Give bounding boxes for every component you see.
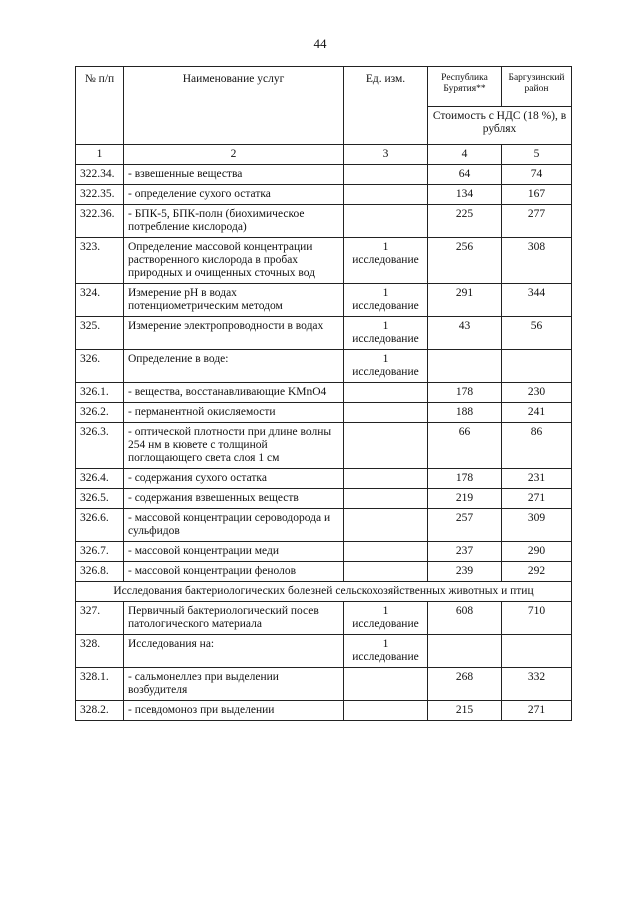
price-barguzin-district [502,635,572,668]
service-name: Определение в воде: [124,350,344,383]
section-row [76,582,572,602]
row-number: 322.36. [76,205,124,238]
price-republic-buryatia: 178 [428,469,502,489]
header-number: № п/п [76,67,124,145]
unit-cell [344,383,428,403]
row-number: 326.2. [76,403,124,423]
price-barguzin-district: 344 [502,284,572,317]
price-republic-buryatia: 225 [428,205,502,238]
page-number: 44 [313,36,327,51]
column-number: 3 [344,145,428,165]
service-name: - взвешенные вещества [124,165,344,185]
service-name: Первичный бактериологический посев патологического материала [124,602,344,635]
unit-cell: 1 исследование [344,238,428,284]
unit-cell [344,403,428,423]
price-barguzin-district: 167 [502,185,572,205]
services-price-table [75,66,572,721]
service-name: - определение сухого остатка [124,185,344,205]
price-barguzin-district: 292 [502,562,572,582]
service-name: - перманентной окисляемости [124,403,344,423]
unit-cell: 1 исследование [344,317,428,350]
table-row [76,489,572,509]
header-unit: Ед. изм. [344,67,428,145]
header-barguzin-district: Баргузинский район [502,67,572,107]
table-row [76,542,572,562]
price-barguzin-district: 230 [502,383,572,403]
row-number: 322.34. [76,165,124,185]
service-name: - оптической плотности при длине волны 254 нм в кювете с толщиной поглощающего света слоя 1 см [124,423,344,469]
row-number: 322.35. [76,185,124,205]
price-republic-buryatia: 43 [428,317,502,350]
price-republic-buryatia: 237 [428,542,502,562]
service-name: Исследования на: [124,635,344,668]
table-row [76,562,572,582]
table-row [76,383,572,403]
price-barguzin-district [502,350,572,383]
header-cost: Стоимость с НДС (18 %), в рублях [428,107,572,145]
price-barguzin-district: 231 [502,469,572,489]
row-number: 328.2. [76,701,124,721]
column-number-row [76,145,572,165]
price-republic-buryatia: 134 [428,185,502,205]
price-barguzin-district: 710 [502,602,572,635]
header-republic-buryatia: Республика Бурятия** [428,67,502,107]
row-number: 323. [76,238,124,284]
service-name: - массовой концентрации сероводорода и сульфидов [124,509,344,542]
table-row [76,469,572,489]
price-barguzin-district: 277 [502,205,572,238]
service-name: Измерение pH в водах потенциометрическим методом [124,284,344,317]
table-row [76,509,572,542]
service-name: - содержания сухого остатка [124,469,344,489]
price-republic-buryatia: 64 [428,165,502,185]
unit-cell: 1 исследование [344,602,428,635]
table-row [76,602,572,635]
column-number: 2 [124,145,344,165]
unit-cell [344,668,428,701]
price-republic-buryatia: 257 [428,509,502,542]
table-row [76,317,572,350]
price-republic-buryatia: 608 [428,602,502,635]
row-number: 326.1. [76,383,124,403]
service-name: - содержания взвешенных веществ [124,489,344,509]
price-republic-buryatia: 268 [428,668,502,701]
price-barguzin-district: 241 [502,403,572,423]
price-barguzin-district: 332 [502,668,572,701]
service-name: - псевдомоноз при выделении [124,701,344,721]
price-barguzin-district: 56 [502,317,572,350]
table-row [76,403,572,423]
unit-cell [344,469,428,489]
price-republic-buryatia [428,635,502,668]
row-number: 326.5. [76,489,124,509]
row-number: 325. [76,317,124,350]
unit-cell [344,509,428,542]
header-service-name: Наименование услуг [124,67,344,145]
price-barguzin-district: 271 [502,701,572,721]
unit-cell [344,701,428,721]
table-row [76,284,572,317]
unit-cell [344,185,428,205]
price-barguzin-district: 290 [502,542,572,562]
unit-cell [344,423,428,469]
price-barguzin-district: 271 [502,489,572,509]
table-row [76,165,572,185]
table-row [76,701,572,721]
price-barguzin-district: 74 [502,165,572,185]
table-row [76,205,572,238]
price-republic-buryatia: 66 [428,423,502,469]
unit-cell [344,562,428,582]
service-name: - сальмонеллез при выделении возбудителя [124,668,344,701]
unit-cell: 1 исследование [344,350,428,383]
price-republic-buryatia: 215 [428,701,502,721]
unit-cell [344,542,428,562]
service-name: Определение массовой концентрации растворенного кислорода в пробах природных и очищенных сточных вод [124,238,344,284]
column-number: 4 [428,145,502,165]
table-row [76,185,572,205]
service-name: - массовой концентрации фенолов [124,562,344,582]
price-barguzin-district: 309 [502,509,572,542]
row-number: 328.1. [76,668,124,701]
row-number: 326. [76,350,124,383]
price-barguzin-district: 308 [502,238,572,284]
row-number: 326.6. [76,509,124,542]
table-header-row [76,67,572,107]
row-number: 327. [76,602,124,635]
table-row [76,668,572,701]
service-name: - вещества, восстанавливающие KMnO4 [124,383,344,403]
table-row [76,350,572,383]
unit-cell: 1 исследование [344,284,428,317]
price-republic-buryatia: 239 [428,562,502,582]
table-row [76,635,572,668]
price-barguzin-district: 86 [502,423,572,469]
row-number: 324. [76,284,124,317]
row-number: 326.8. [76,562,124,582]
unit-cell: 1 исследование [344,635,428,668]
service-name: - БПК-5, БПК-полн (биохимическое потребление кислорода) [124,205,344,238]
row-number: 326.4. [76,469,124,489]
unit-cell [344,489,428,509]
unit-cell [344,165,428,185]
section-title: Исследования бактериологических болезней сельскохозяйственных животных и птиц [76,582,572,602]
row-number: 326.7. [76,542,124,562]
unit-cell [344,205,428,238]
column-number: 5 [502,145,572,165]
row-number: 326.3. [76,423,124,469]
price-republic-buryatia: 219 [428,489,502,509]
price-republic-buryatia: 291 [428,284,502,317]
price-republic-buryatia: 256 [428,238,502,284]
price-republic-buryatia: 188 [428,403,502,423]
table-row [76,423,572,469]
table-row [76,238,572,284]
column-number: 1 [76,145,124,165]
price-republic-buryatia [428,350,502,383]
service-name: - массовой концентрации меди [124,542,344,562]
service-name: Измерение электропроводности в водах [124,317,344,350]
price-republic-buryatia: 178 [428,383,502,403]
row-number: 328. [76,635,124,668]
